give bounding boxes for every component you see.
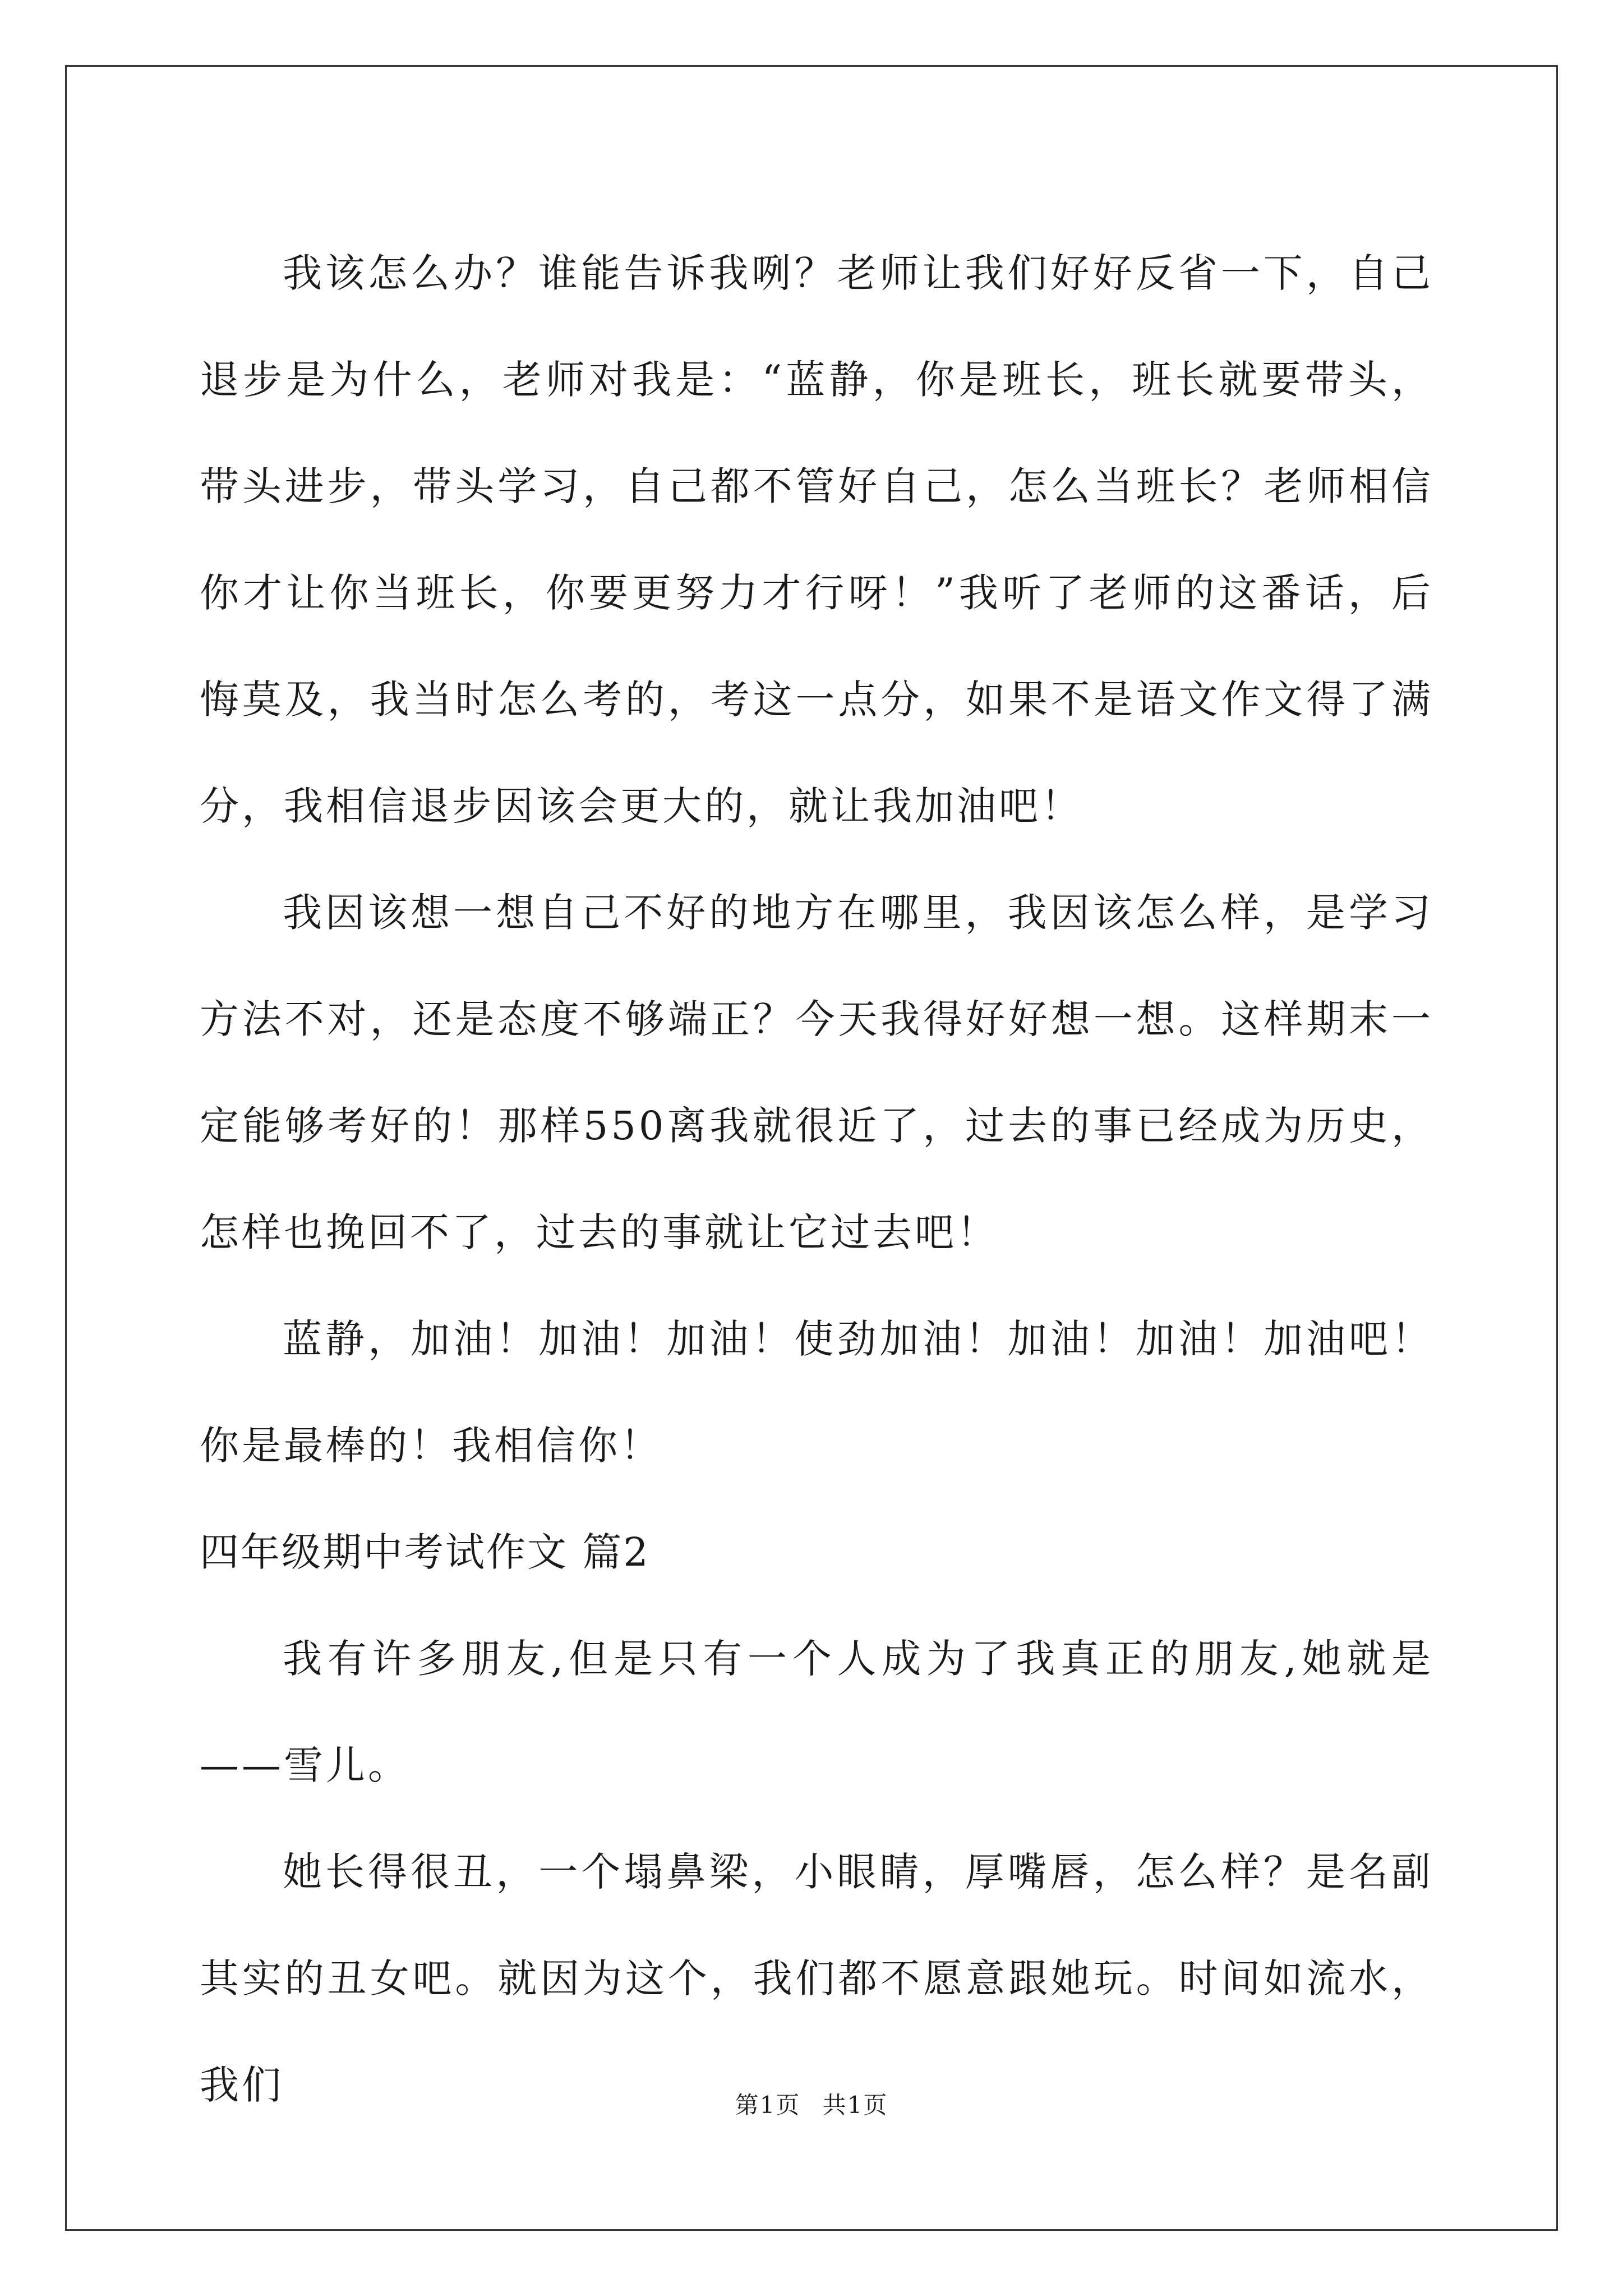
paragraph-3: 蓝静，加油！加油！加油！使劲加油！加油！加油！加油吧！你是最棒的！我相信你！ <box>200 1316 1433 1469</box>
page-number-current: 第1页 <box>735 2091 801 2119</box>
paragraph-4: 我有许多朋友,但是只有一个人成为了我真正的朋友,她就是——雪儿。 <box>200 1636 1433 1788</box>
paragraph-1: 我该怎么办？谁能告诉我咧？老师让我们好好反省一下，自己退步是为什么，老师对我是：“蓝静，你是班长，班长就要带头，带头进步，带头学习，自己都不管好自己，怎么当班长？老师相信你才让你当班长，你要更努力才行呀！”我听了老师的这番话，后悔莫及，我当时怎么考的，考这一点分，如果不是语文作文得了满分，我相信退步因该会更大的，就让我加油吧！ <box>200 250 1433 829</box>
paragraph-2: 我因该想一想自己不好的地方在哪里，我因该怎么样，是学习方法不对，还是态度不够端正？今天我得好好想一想。这样期末一定能够考好的！那样550离我就很近了，过去的事已经成为历史，怎样也挽回不了，过去的事就让它过去吧！ <box>200 890 1433 1255</box>
paragraph-5: 她长得很丑，一个塌鼻梁，小眼睛，厚嘴唇，怎么样？是名副其实的丑女吧。就因为这个，我们都不愿意跟她玩。时间如流水，我们 <box>200 1849 1433 2108</box>
page-number-total: 共1页 <box>822 2091 888 2119</box>
document-body <box>200 220 1433 2138</box>
section-heading: 四年级期中考试作文 篇2 <box>200 1529 650 1575</box>
page-footer <box>0 2087 1623 2120</box>
